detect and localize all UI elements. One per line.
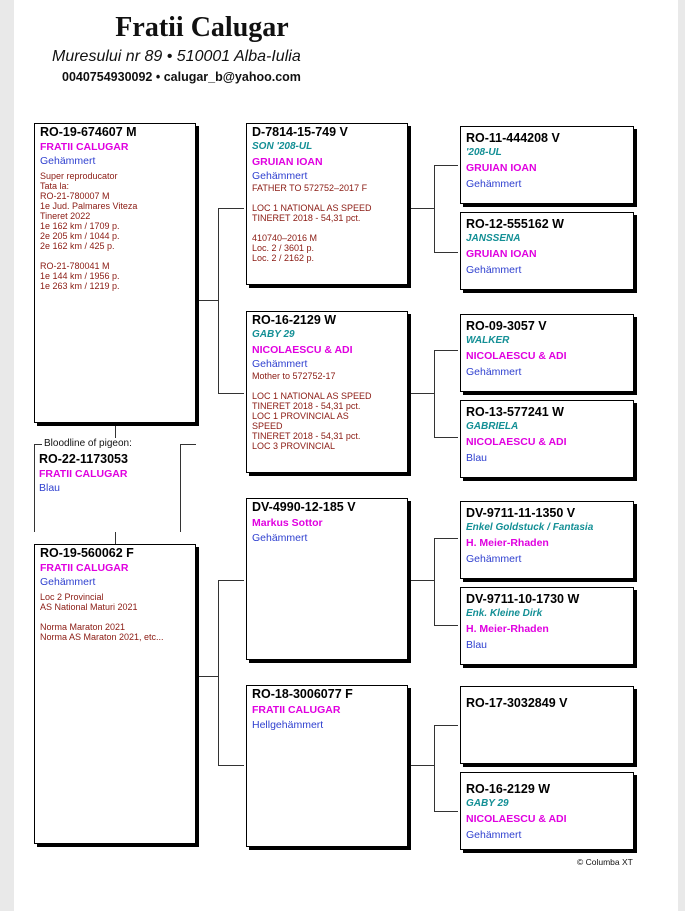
connector-line <box>434 252 458 253</box>
dam-sire-sire-card[interactable] <box>460 501 634 579</box>
dam-dam-sire-card[interactable] <box>460 686 634 764</box>
color-label: Hellgehämmert <box>252 719 324 731</box>
ring-number: RO-18-3006077 F <box>252 687 353 701</box>
owner-name: NICOLAESCU & ADI <box>466 350 567 362</box>
owner-name: H. Meier-Rhaden <box>466 537 549 549</box>
pigeon-name: GABY 29 <box>252 329 295 340</box>
dam-dam-card[interactable] <box>246 685 408 847</box>
dam-dam-dam-card[interactable] <box>460 772 634 850</box>
connector-line <box>434 811 458 812</box>
breeder-contact: 0040754930092 • calugar_b@yahoo.com <box>62 70 301 84</box>
sire-sire-dam-card[interactable] <box>460 212 634 290</box>
color-label: Blau <box>466 452 488 464</box>
color-label: Gehämmert <box>40 155 96 167</box>
ring-number: DV-4990-12-185 V <box>252 500 356 514</box>
performance-notes: FATHER TO 572752–2017 F LOC 1 NATIONAL AS SPEED TINERET 2018 - 54,31 pct. 410740–2016 M Loc. 2 / 3601 p. Loc. 2 / 2162 p. <box>252 183 372 263</box>
pigeon-name: GABY 29 <box>466 798 509 809</box>
dam-sire-card[interactable] <box>246 498 408 660</box>
owner-name: NICOLAESCU & ADI <box>466 813 567 825</box>
color-label: Gehämmert <box>252 532 308 544</box>
connector-line <box>115 532 116 544</box>
pigeon-name: SON '208-UL <box>252 141 313 152</box>
connector-line <box>434 538 458 539</box>
owner-name: GRUIAN IOAN <box>466 162 537 174</box>
connector-line <box>434 165 458 166</box>
connector-line <box>218 393 244 394</box>
connector-line <box>218 208 244 209</box>
owner-name: NICOLAESCU & ADI <box>466 436 567 448</box>
pigeon-name: Enkel Goldstuck / Fantasia <box>466 522 594 533</box>
ring-number: DV-9711-11-1350 V <box>466 506 576 520</box>
owner-name: GRUIAN IOAN <box>252 156 323 168</box>
page-title: Fratii Calugar <box>115 12 289 43</box>
connector-line <box>218 208 219 393</box>
connector-line <box>218 580 244 581</box>
pigeon-name: WALKER <box>466 335 510 346</box>
pedigree-page <box>14 0 678 911</box>
owner-name: FRATII CALUGAR <box>39 468 128 480</box>
pigeon-name: JANSSENA <box>466 233 521 244</box>
color-label: Gehämmert <box>466 366 522 378</box>
ring-number: RO-16-2129 W <box>252 313 337 327</box>
color-label: Gehämmert <box>252 170 308 182</box>
ring-number: D-7814-15-749 V <box>252 125 348 139</box>
color-label: Gehämmert <box>40 576 96 588</box>
ring-number: RO-13-577241 W <box>466 405 564 419</box>
sire-dam-card[interactable] <box>246 311 408 473</box>
sire-dam-sire-card[interactable] <box>460 314 634 392</box>
ring-number: DV-9711-10-1730 W <box>466 592 580 606</box>
performance-notes: Mother to 572752-17 LOC 1 NATIONAL AS SPEED TINERET 2018 - 54,31 pct. LOC 1 PROVINCIAL AS SPEED TINERET 2018 - 54,31 pct. LOC 3 PROVINCIAL <box>252 371 372 451</box>
connector-line <box>408 580 434 581</box>
color-label: Gehämmert <box>252 358 308 370</box>
ring-number: RO-09-3057 V <box>466 319 547 333</box>
owner-name: GRUIAN IOAN <box>466 248 537 260</box>
ring-number: RO-12-555162 W <box>466 217 564 231</box>
performance-notes: Loc 2 Provincial AS National Maturi 2021 Norma Maraton 2021 Norma AS Maraton 2021, etc... <box>40 592 164 642</box>
sire-card[interactable] <box>34 123 196 423</box>
connector-line <box>434 725 458 726</box>
owner-name: FRATII CALUGAR <box>40 141 129 153</box>
color-label: Gehämmert <box>466 553 522 565</box>
copyright-text: © Columba XT <box>577 857 633 867</box>
owner-name: NICOLAESCU & ADI <box>252 344 353 356</box>
owner-name: Markus Sottor <box>252 517 323 529</box>
color-label: Blau <box>39 482 61 494</box>
sire-dam-dam-card[interactable] <box>460 400 634 478</box>
owner-name: FRATII CALUGAR <box>252 704 341 716</box>
connector-line <box>434 725 435 811</box>
connector-line <box>180 444 196 445</box>
connector-line <box>434 350 458 351</box>
connector-line <box>434 625 458 626</box>
performance-notes: Super reproducator Tata la: RO-21-780007 M 1e Jud. Palmares Viteza Tineret 2022 1e 162 km / 1709 p. 2e 205 km / 1044 p. 2e 162 km / 425 p. RO-21-780041 M 1e 144 km / 1956 p. 1e 263 km / 1219 p. <box>40 171 138 291</box>
ring-number: RO-19-560062 F <box>40 546 134 560</box>
pigeon-name: GABRIELA <box>466 421 519 432</box>
pigeon-name: Enk. Kleine Dirk <box>466 608 543 619</box>
subject-card[interactable] <box>34 451 194 530</box>
connector-line <box>218 765 244 766</box>
connector-line <box>408 208 434 209</box>
dam-card[interactable] <box>34 544 196 844</box>
ring-number: RO-11-444208 V <box>466 131 560 145</box>
connector-line <box>434 437 458 438</box>
connector-line <box>408 765 434 766</box>
connector-line <box>408 393 434 394</box>
sire-sire-sire-card[interactable] <box>460 126 634 204</box>
owner-name: H. Meier-Rhaden <box>466 623 549 635</box>
ring-number: RO-22-1173053 <box>39 452 128 466</box>
ring-number: RO-16-2129 W <box>466 782 551 796</box>
pigeon-name: '208-UL <box>466 147 502 158</box>
connector-line <box>34 444 42 445</box>
owner-name: FRATII CALUGAR <box>40 562 129 574</box>
connector-line <box>196 676 218 677</box>
connector-line <box>434 538 435 625</box>
color-label: Blau <box>466 639 488 651</box>
breeder-address: Muresului nr 89 • 510001 Alba-Iulia <box>52 48 301 65</box>
connector-line <box>434 350 435 437</box>
connector-line <box>196 300 218 301</box>
connector-line <box>434 165 435 252</box>
sire-sire-card[interactable] <box>246 123 408 285</box>
ring-number: RO-17-3032849 V <box>466 696 568 710</box>
color-label: Gehämmert <box>466 264 522 276</box>
ring-number: RO-19-674607 M <box>40 125 137 139</box>
bloodline-label: Bloodline of pigeon: <box>44 438 132 449</box>
color-label: Gehämmert <box>466 178 522 190</box>
dam-sire-dam-card[interactable] <box>460 587 634 665</box>
connector-line <box>218 580 219 765</box>
color-label: Gehämmert <box>466 829 522 841</box>
